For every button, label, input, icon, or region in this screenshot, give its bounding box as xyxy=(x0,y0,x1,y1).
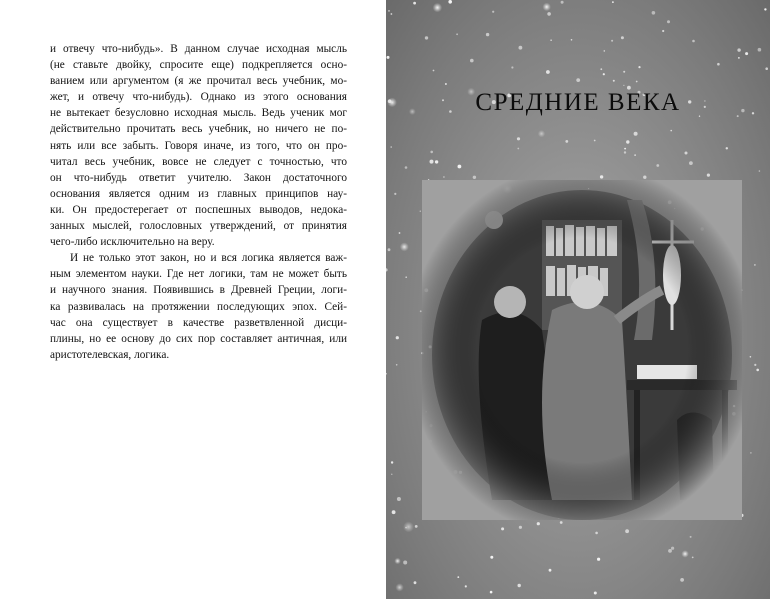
sparkle xyxy=(550,40,551,41)
text-line: и отвечу что-нибудь». В данном случае исходная мысль xyxy=(50,43,347,55)
sparkle xyxy=(386,373,387,374)
sparkle xyxy=(396,583,404,591)
sparkle xyxy=(737,48,740,51)
sparkle xyxy=(758,48,762,52)
sparkle xyxy=(399,232,401,234)
sparkle xyxy=(738,57,740,59)
sparkle xyxy=(565,140,568,143)
sparkle xyxy=(636,81,638,83)
sparkle xyxy=(576,78,580,82)
sparkle xyxy=(726,147,728,149)
sparkle xyxy=(430,151,433,154)
section-title: СРЕДНИЕ ВЕКА xyxy=(475,89,681,116)
sparkle xyxy=(754,264,756,266)
sparkle xyxy=(518,584,521,587)
sparkle xyxy=(597,558,600,561)
sparkle xyxy=(538,130,545,137)
sparkle xyxy=(470,59,474,63)
sparkle xyxy=(443,176,445,178)
sparkle xyxy=(561,1,564,4)
sparkle xyxy=(517,137,520,140)
sparkle xyxy=(667,20,670,23)
sparkle xyxy=(750,452,751,453)
text-line: час она существует в качестве разветвленной дисци- xyxy=(50,316,347,329)
sparkle xyxy=(690,536,692,538)
sparkle xyxy=(594,140,596,142)
sparkle xyxy=(624,148,626,150)
text-line: не вытекает безусловно исходная мысль. Ведь ученик мог xyxy=(50,107,347,120)
sparkle xyxy=(387,56,390,59)
sparkle xyxy=(405,276,407,278)
sparkle xyxy=(656,164,659,167)
sparkle xyxy=(537,522,540,525)
sparkle xyxy=(391,13,393,15)
text-line: читал весь учебник, вовсе не следует с точностью, что xyxy=(50,155,347,168)
sparkle xyxy=(388,10,390,12)
sparkle xyxy=(623,71,625,73)
sparkle xyxy=(745,52,748,55)
sparkle xyxy=(394,193,396,195)
paragraph-2 xyxy=(50,250,347,363)
sparkle xyxy=(517,148,519,150)
sparkle xyxy=(396,364,398,366)
sparkle xyxy=(511,66,513,68)
right-page xyxy=(386,0,770,599)
sparkle xyxy=(571,39,573,41)
sparkle xyxy=(456,33,458,35)
sparkle xyxy=(519,46,523,50)
sparkle xyxy=(603,73,605,75)
monks-engraving-illustration xyxy=(422,180,742,520)
sparkle xyxy=(435,160,438,163)
sparkle xyxy=(391,461,393,463)
sparkle xyxy=(600,175,603,178)
sparkle xyxy=(457,576,459,578)
sparkle xyxy=(420,211,421,212)
sparkle xyxy=(756,369,759,372)
sparkle xyxy=(717,63,720,66)
sparkle xyxy=(400,242,409,251)
text-line: ванием или аргументом (я же прочитал весь учебник, мо- xyxy=(50,75,347,88)
sparkle xyxy=(490,556,493,559)
sparkle xyxy=(413,2,416,5)
text-line: И не только этот закон, но и вся логика является важ- xyxy=(70,252,347,265)
sparkle xyxy=(638,66,640,68)
sparkle xyxy=(662,30,664,32)
text-line: аристотелевская, логика. xyxy=(50,348,170,361)
sparkle xyxy=(750,356,752,358)
sparkle xyxy=(759,170,761,172)
sparkle xyxy=(621,36,624,39)
sparkle xyxy=(547,12,551,16)
sparkle xyxy=(594,592,597,595)
sparkle xyxy=(386,268,388,271)
text-line: основания является одним из главных принципов нау- xyxy=(50,187,347,200)
sparkle xyxy=(490,591,493,594)
text-line: ка развивалась на протяжении последующих эпох. Сей- xyxy=(50,300,347,313)
sparkle xyxy=(430,160,434,164)
sparkle xyxy=(388,248,391,251)
text-line: чего-либо исключительно на веру. xyxy=(50,236,215,249)
sparkle xyxy=(626,140,629,143)
sparkle xyxy=(414,581,417,584)
sparkle xyxy=(764,8,766,10)
sparkle xyxy=(397,497,401,501)
sparkle xyxy=(405,166,408,169)
sparkle xyxy=(765,67,768,70)
sparkle xyxy=(643,176,646,179)
sparkle xyxy=(433,3,442,12)
sparkle xyxy=(390,146,392,148)
sparkle xyxy=(668,549,672,553)
text-line: он что-нибудь ответит учителю. Закон достаточного xyxy=(50,171,347,184)
sparkle xyxy=(595,532,598,535)
sparkle xyxy=(600,68,602,70)
sparkle xyxy=(492,11,494,13)
sparkle xyxy=(670,130,672,132)
sparkle xyxy=(685,152,688,155)
sparkle xyxy=(623,85,624,86)
sparkle xyxy=(425,36,428,39)
sparkle xyxy=(689,161,693,165)
text-line: жет, и отвечу что-нибудь). Однако из этого основания xyxy=(50,91,347,104)
sparkle xyxy=(652,11,656,15)
sparkle xyxy=(543,3,551,11)
sparkle xyxy=(546,70,550,74)
sparkle xyxy=(415,525,418,528)
sparkle xyxy=(560,521,563,524)
sparkle xyxy=(403,561,407,565)
sparkle xyxy=(692,40,695,43)
sparkle xyxy=(501,527,504,530)
text-line: (не ставьте двойку, спросите еще) подкрепляется осно- xyxy=(50,59,347,72)
sparkle xyxy=(391,474,392,475)
paragraph-1 xyxy=(50,41,347,250)
sparkle xyxy=(634,154,636,156)
text-line: занных мыслей, голословных утверждений, от принятия xyxy=(50,220,347,233)
sparkle xyxy=(458,165,462,169)
sparkle xyxy=(392,510,396,514)
text-line: ки. Он предостерегает от поспешных выводов, недока- xyxy=(50,203,347,216)
sparkle xyxy=(604,50,606,52)
sparkle xyxy=(394,558,400,564)
sparkle xyxy=(433,70,435,72)
sparkle xyxy=(448,0,452,4)
sparkle xyxy=(445,83,447,85)
text-line: ным элементом науки. Где нет логики, там не может быть xyxy=(50,268,347,281)
sparkle xyxy=(396,336,399,339)
sparkle xyxy=(754,364,756,366)
sparkle xyxy=(707,174,710,177)
sparkle xyxy=(625,529,629,533)
sparkle xyxy=(473,176,476,179)
text-line: нять или все забыть. Говоря иначе, из того, что он про- xyxy=(50,139,347,152)
sparkle xyxy=(403,522,414,533)
sparkle xyxy=(681,550,688,557)
sparkle xyxy=(486,33,489,36)
sparkle xyxy=(634,132,638,136)
sparkle xyxy=(692,557,694,559)
sparkle xyxy=(613,80,615,82)
sparkle xyxy=(549,569,552,572)
sparkle xyxy=(612,1,614,3)
text-line: и научного знания. Появившись в Древней Греции, логи- xyxy=(50,284,347,297)
sparkle xyxy=(624,151,626,153)
sparkle xyxy=(611,40,613,42)
sparkle xyxy=(519,526,522,529)
sparkle xyxy=(680,578,684,582)
body-text xyxy=(50,41,347,363)
text-line: плины, но ее основу до сих пор составляет античная, или xyxy=(50,332,347,345)
text-line: действительно прочитать весь учебник, но ничего не по- xyxy=(50,123,347,136)
sparkle xyxy=(465,585,467,587)
sparkle xyxy=(671,547,674,550)
